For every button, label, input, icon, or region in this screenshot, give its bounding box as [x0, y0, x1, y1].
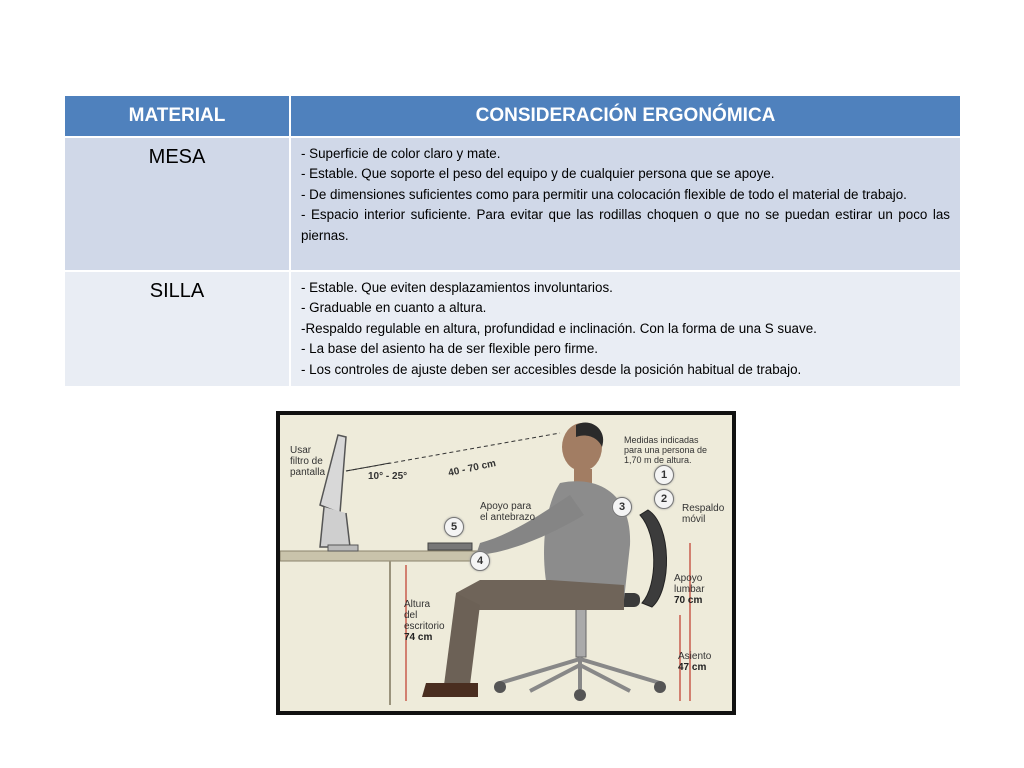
- monitor-base: [328, 545, 358, 551]
- consideration-line: - Superficie de color claro y mate.: [301, 146, 501, 161]
- consideration-line: - Estable. Que eviten desplazamientos involuntarios.: [301, 280, 613, 295]
- consideration-cell: [290, 137, 960, 271]
- marker-2: 2: [654, 489, 674, 509]
- marker-3: 3: [612, 497, 632, 517]
- forearm-support-label: Apoyo para el antebrazo: [480, 501, 536, 523]
- consideration-line: - La base del asiento ha de ser flexible pero firme.: [301, 341, 598, 357]
- header-consideration: CONSIDERACIÓN ERGONÓMICA: [290, 96, 960, 137]
- marker-5: 5: [444, 517, 464, 537]
- lumbar-label: Apoyo lumbar 70 cm: [674, 573, 705, 606]
- marker-4: 4: [470, 551, 490, 571]
- chair-wheel: [574, 689, 586, 701]
- angle-line: [346, 463, 390, 471]
- material-cell: MESA: [65, 137, 290, 271]
- backrest-label: Respaldo móvil: [682, 503, 725, 525]
- seat-label: Asiento 47 cm: [678, 651, 712, 673]
- keyboard: [428, 543, 472, 550]
- screen-filter-label: Usar filtro de pantalla: [290, 445, 326, 478]
- chair-wheel: [654, 681, 666, 693]
- chair-wheel: [494, 681, 506, 693]
- distance-label: 40 - 70 cm: [447, 458, 497, 479]
- person-thighs: [456, 580, 624, 610]
- person-shoe: [422, 683, 478, 697]
- desk-height-label: Altura del escritorio 74 cm: [404, 599, 445, 643]
- chair-column: [576, 607, 586, 657]
- table-row-mesa: [65, 137, 960, 271]
- ergonomic-posture-illustration: [276, 411, 736, 715]
- measures-note: Medidas indicadas para una persona de 1,70 m de altura.: [624, 435, 708, 465]
- marker-1: 1: [654, 465, 674, 485]
- table-row-silla: [65, 271, 960, 386]
- consideration-line: - Estable. Que soporte el peso del equipo y de cualquier persona que se apoye.: [301, 166, 775, 182]
- person-shin: [444, 593, 480, 685]
- angle-label: 10° - 25°: [368, 471, 408, 482]
- consideration-line: - Graduable en cuanto a altura.: [301, 300, 487, 316]
- desk-top: [280, 551, 480, 561]
- header-material: MATERIAL: [65, 96, 290, 137]
- consideration-cell: [290, 271, 960, 386]
- consideration-line: - De dimensiones suficientes como para permitir una colocación flexible de todo el material de trabajo.: [301, 186, 907, 202]
- table-header-row: [65, 96, 960, 137]
- consideration-line: - Los controles de ajuste deben ser accesibles desde la posición habitual de trabajo.: [301, 361, 802, 377]
- monitor-stand: [320, 507, 350, 547]
- material-cell: SILLA: [65, 271, 290, 386]
- consideration-line: -Respaldo regulable en altura, profundidad e inclinación. Con la forma de una S suave.: [301, 320, 817, 336]
- consideration-line: - Espacio interior suficiente. Para evitar que las rodillas choquen o que no se puedan estirar un poco las piernas.: [301, 207, 950, 243]
- chair-base: [500, 659, 660, 691]
- chair-backrest: [640, 510, 667, 607]
- ergonomics-table: [65, 96, 960, 386]
